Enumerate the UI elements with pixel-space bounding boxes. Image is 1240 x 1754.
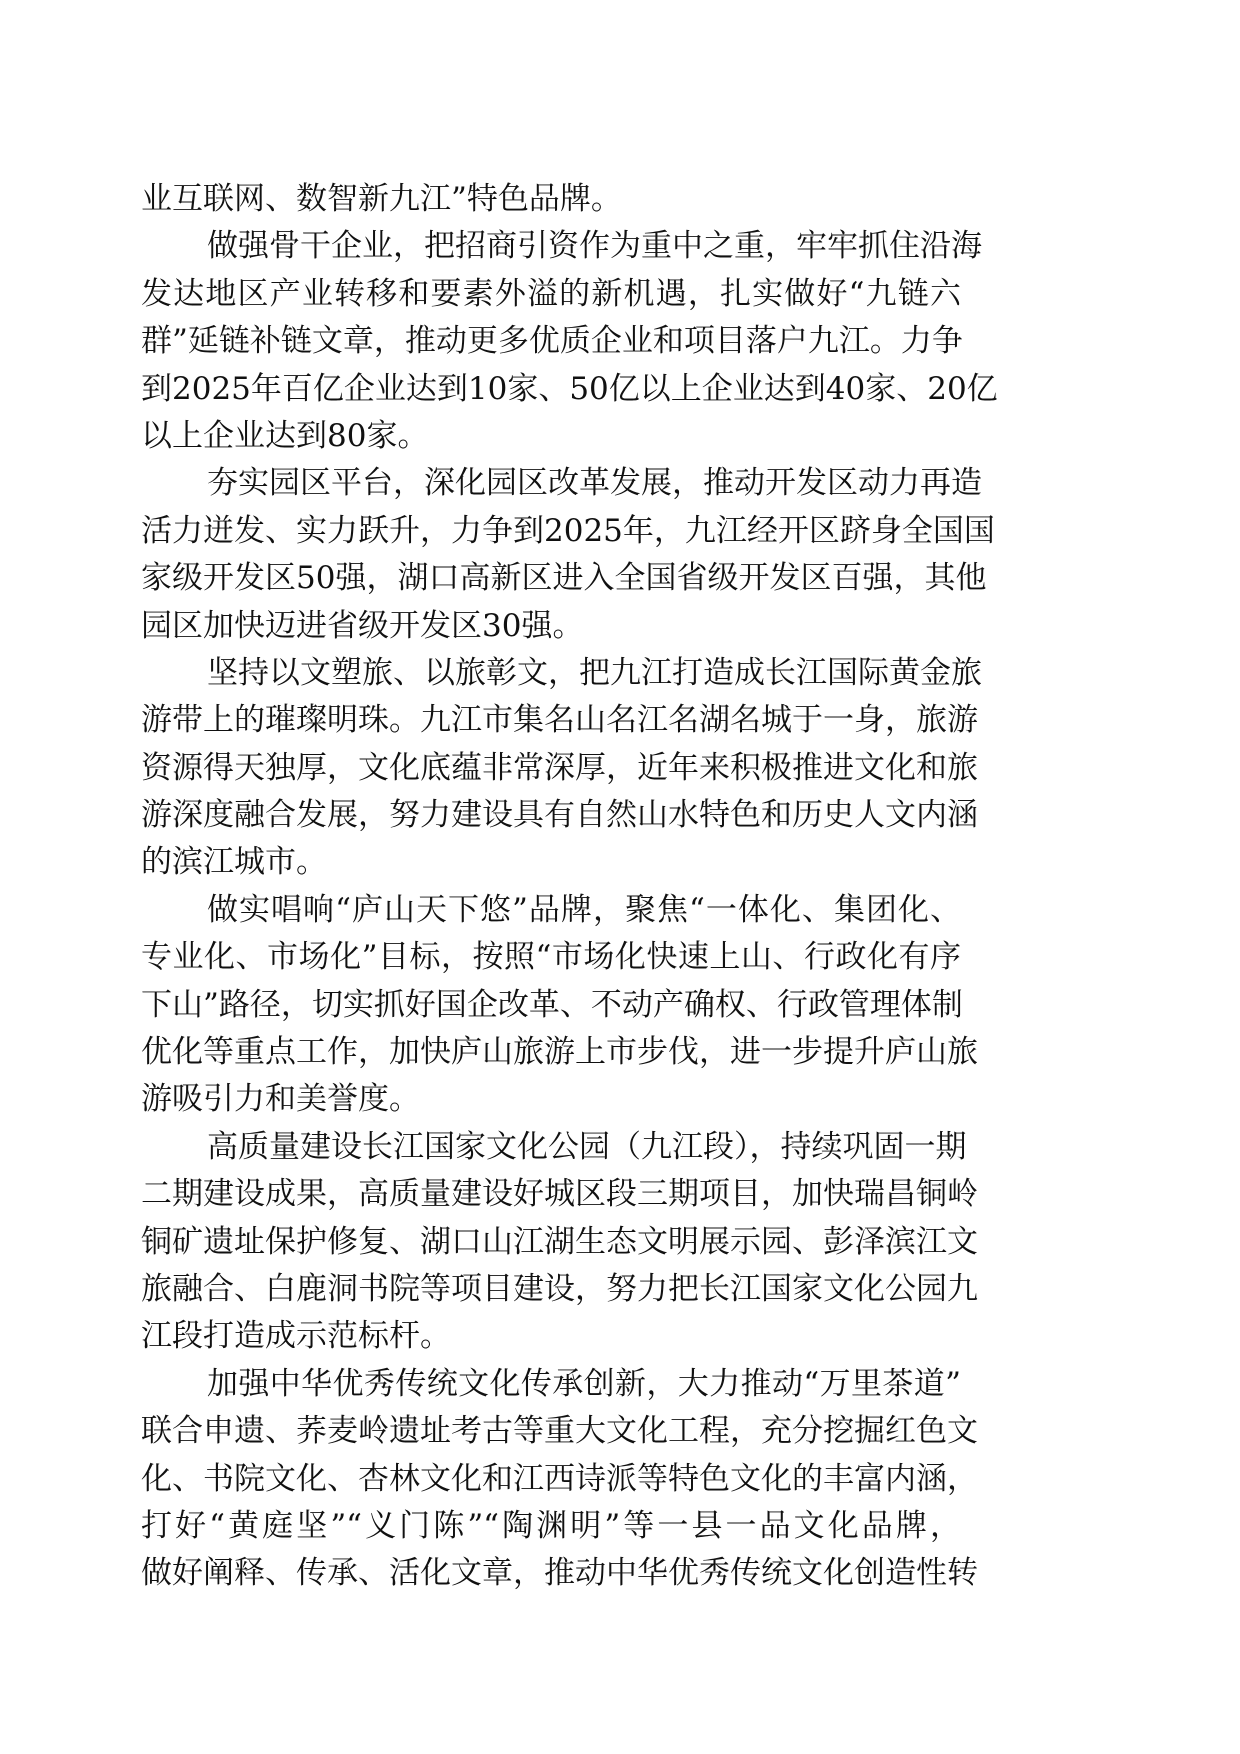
text-line: 优化等重点工作，加快庐山旅游上市步伐，进一步提升庐山旅 (141, 1034, 978, 1071)
text-line: 加强中华优秀传统文化传承创新，大力推动“万里茶道” (207, 1365, 961, 1402)
text-line: 做强骨干企业，把招商引资作为重中之重，牢牢抓住沿海 (207, 228, 982, 265)
text-line: 游深度融合发展，努力建设具有自然山水特色和历史人文内涵 (141, 797, 978, 834)
text-line: 旅融合、白鹿洞书院等项目建设，努力把长江国家文化公园九 (141, 1270, 978, 1307)
text-line: 高质量建设长江国家文化公园（九江段），持续巩固一期 (207, 1128, 967, 1165)
paragraph (141, 176, 961, 223)
text-line: 下山”路径，切实抓好国企改革、不动产确权、行政管理体制 (141, 986, 963, 1023)
text-line: 江段打造成示范标杆。 (141, 1318, 451, 1355)
paragraph (141, 650, 982, 887)
paragraph (141, 1361, 978, 1598)
paragraph (141, 1124, 978, 1361)
text-line: 做好阐释、传承、活化文章，推动中华优秀传统文化创造性转 (141, 1555, 978, 1592)
text-line: 业互联网、数智新九江”特色品牌。 (141, 181, 622, 217)
text-line: 游带上的璀璨明珠。九江市集名山名江名湖名城于一身，旅游 (141, 702, 978, 739)
text-line: 二期建设成果，高质量建设好城区段三期项目，加快瑞昌铜岭 (141, 1176, 978, 1213)
text-line: 活力迸发、实力跃升，力争到2025年，九江经开区跻身全国国 (141, 512, 995, 549)
text-line: 专业化、市场化”目标，按照“市场化快速上山、行政化有序 (141, 939, 961, 976)
text-line: 发达地区产业转移和要素外溢的新机遇，扎实做好“九链六 (141, 275, 961, 312)
paragraph (141, 223, 998, 460)
text-line: 铜矿遗址保护修复、湖口山江湖生态文明展示园、彭泽滨江文 (141, 1223, 978, 1260)
paragraph (141, 887, 978, 1124)
text-line: 园区加快迈进省级开发区30强。 (141, 607, 584, 644)
text-line: 群”延链补链文章，推动更多优质企业和项目落户九江。力争 (141, 323, 963, 360)
text-line: 以上企业达到80家。 (141, 417, 429, 454)
text-line: 化、书院文化、杏林文化和江西诗派等特色文化的丰富内涵， (141, 1460, 978, 1497)
text-line: 资源得天独厚，文化底蕴非常深厚，近年来积极推进文化和旅 (141, 749, 978, 786)
text-line: 做实唱响“庐山天下悠”品牌，聚焦“一体化、集团化、 (207, 891, 961, 928)
text-line: 联合申遗、荞麦岭遗址考古等重大文化工程，充分挖掘红色文 (141, 1413, 978, 1450)
text-line: 游吸引力和美誉度。 (141, 1081, 420, 1118)
text-line: 到2025年百亿企业达到10家、50亿以上企业达到40家、20亿 (141, 370, 998, 407)
text-line: 的滨江城市。 (141, 844, 327, 881)
text-line: 家级开发区50强，湖口高新区进入全国省级开发区百强，其他 (141, 560, 987, 597)
text-line: 坚持以文塑旅、以旅彰文，把九江打造成长江国际黄金旅 (207, 654, 982, 691)
text-line: 打好“黄庭坚”“义门陈”“陶渊明”等一县一品文化品牌， (141, 1507, 961, 1544)
paragraph (141, 460, 995, 650)
text-line: 夯实园区平台，深化园区改革发展，推动开发区动力再造 (207, 465, 982, 502)
document-body (141, 176, 998, 1598)
